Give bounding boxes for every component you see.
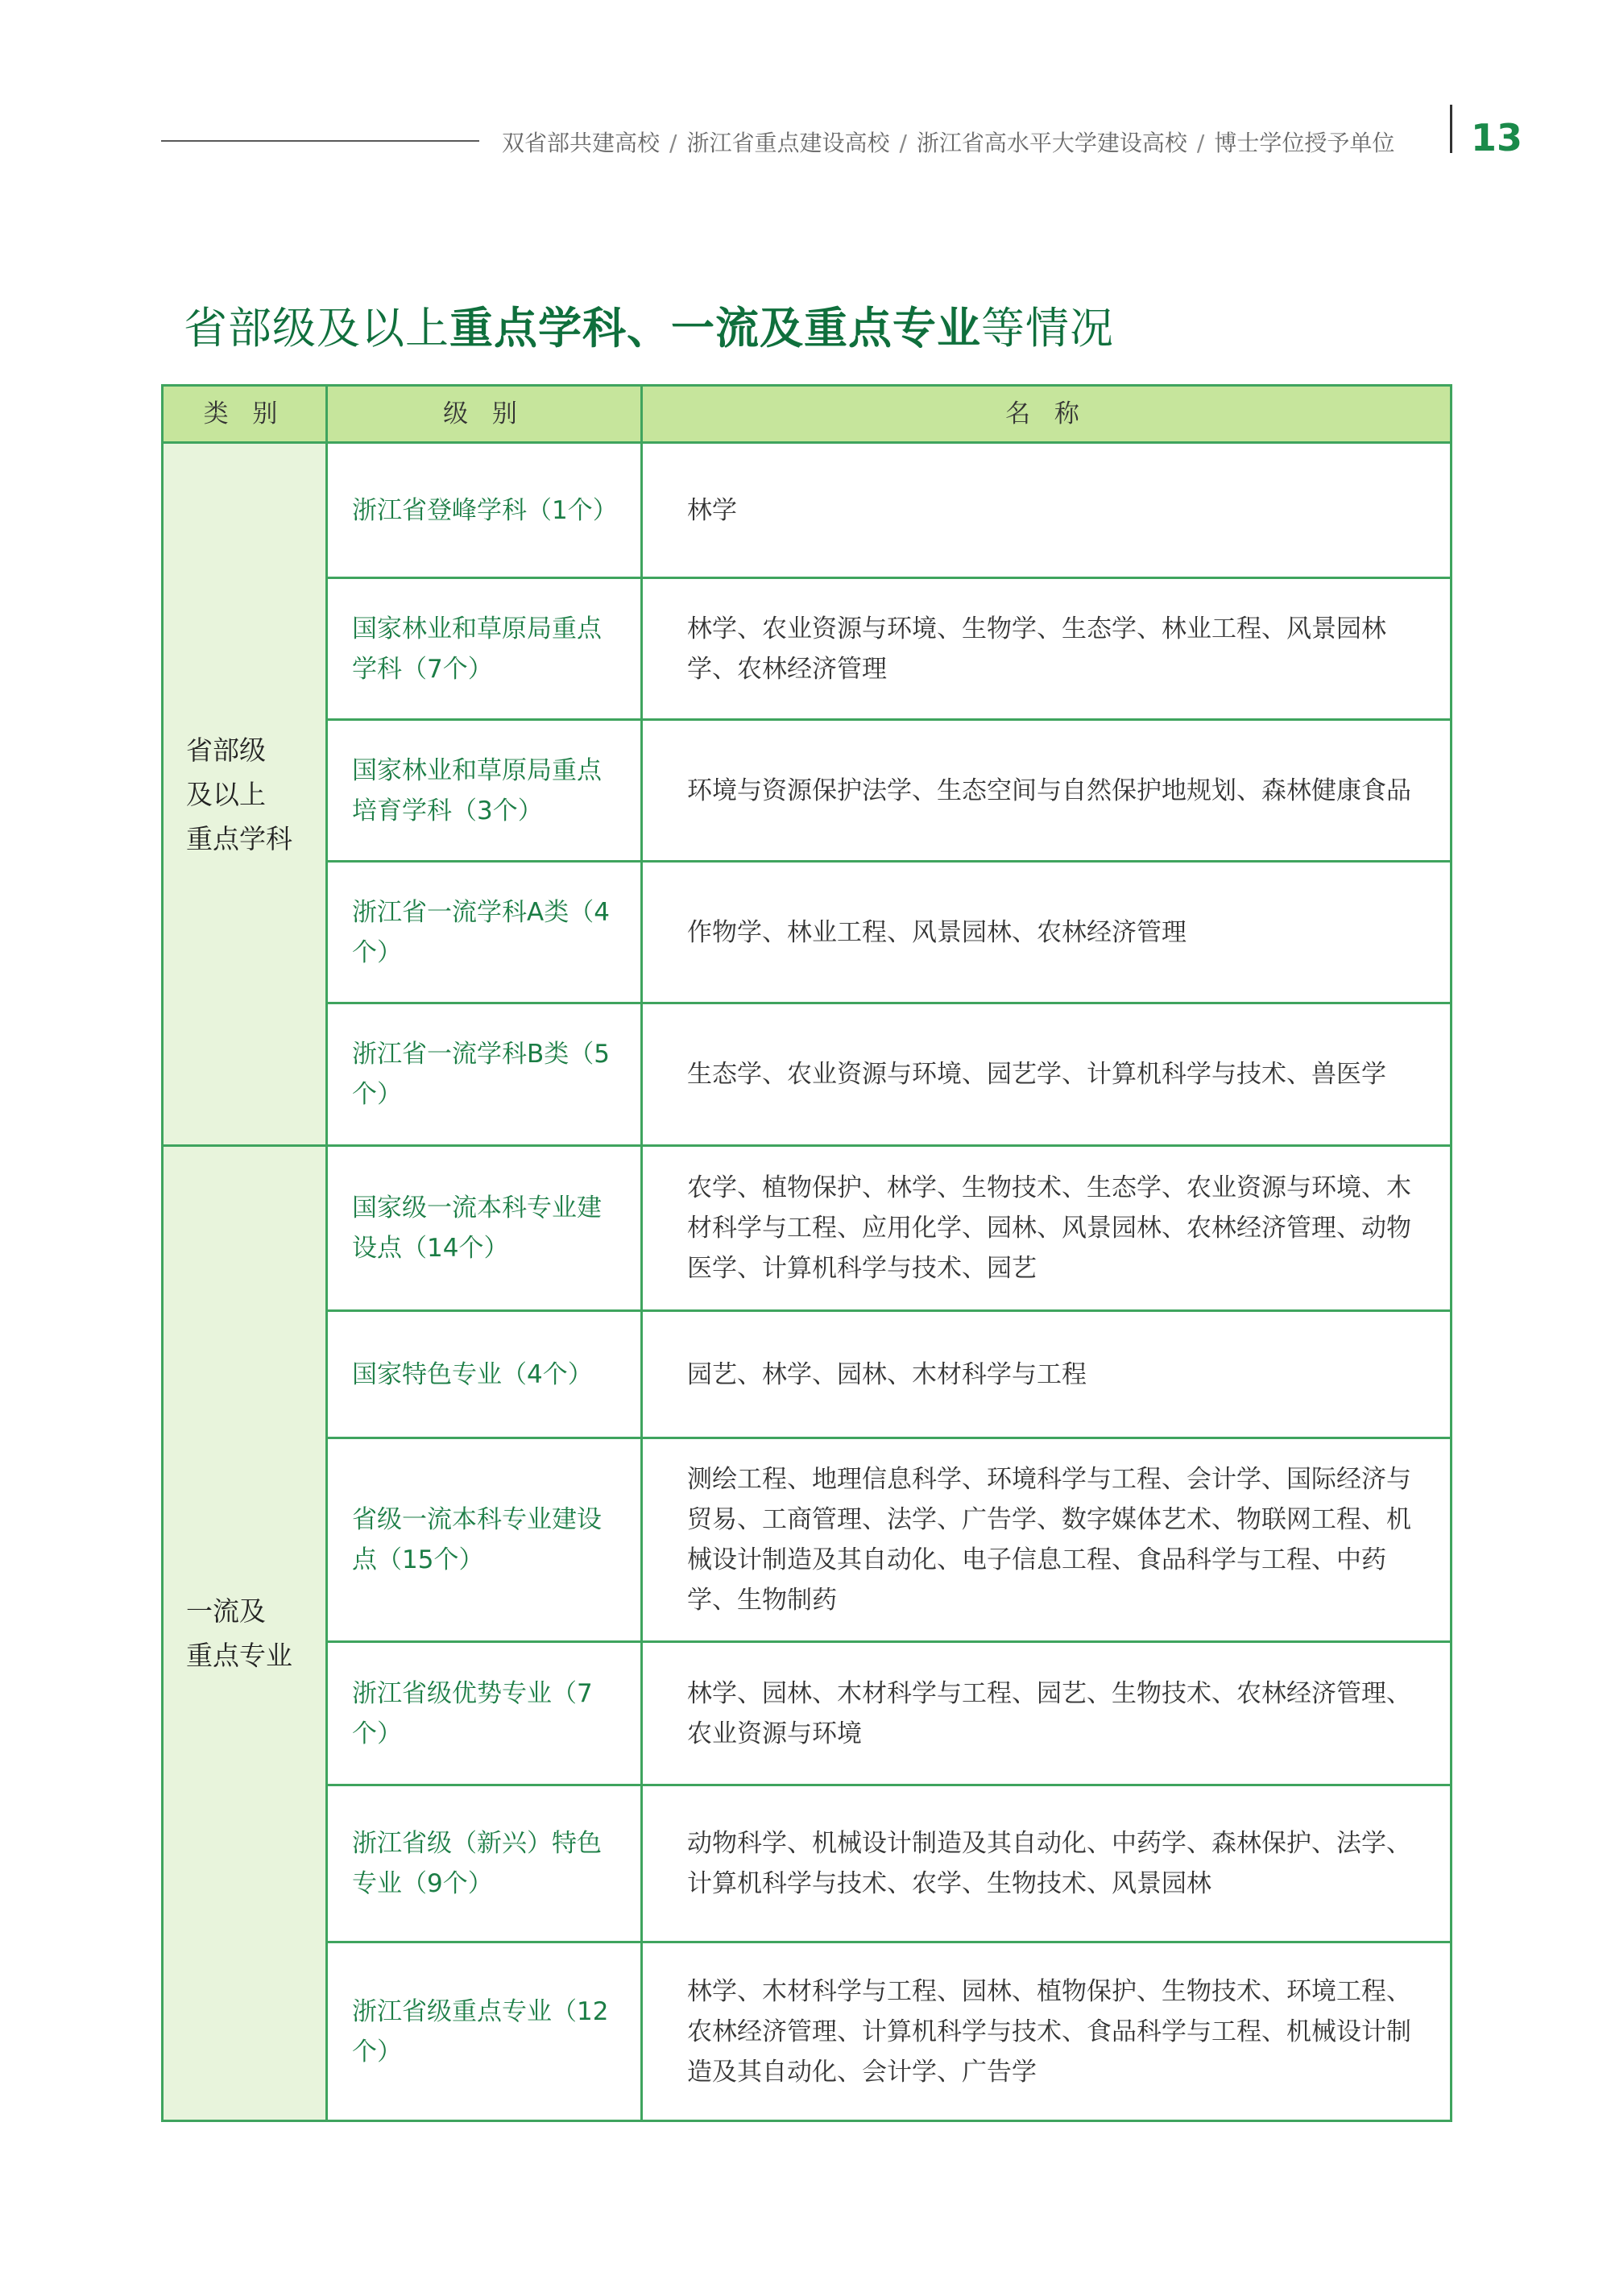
title-part-bold: 重点学科、一流及重点专业 [449,303,981,354]
title-part: 等情况 [981,303,1114,354]
table-row [163,1942,1452,2121]
names-cell: 林学、园林、木材科学与工程、园艺、生物技术、农林经济管理、农业资源与环境 [642,1642,1452,1785]
level-cell: 国家特色专业（4个） [327,1311,642,1438]
header-names: 名 称 [642,386,1452,443]
level-cell: 浙江省级重点专业（12个） [327,1942,642,2121]
header-category: 类 别 [163,386,327,443]
header-tag: 双省部共建高校 [502,130,661,156]
level-cell: 国家林业和草原局重点学科（7个） [327,578,642,720]
names-cell: 林学、农业资源与环境、生物学、生态学、林业工程、风景园林学、农林经济管理 [642,578,1452,720]
header-tags [502,126,1394,158]
names-cell: 林学、木材科学与工程、园林、植物保护、生物技术、环境工程、农林经济管理、计算机科学与技术、食品科学与工程、机械设计制造及其自动化、会计学、广告学 [642,1942,1452,2121]
level-cell: 浙江省级（新兴）特色专业（9个） [327,1785,642,1942]
level-cell: 浙江省一流学科A类（4个） [327,862,642,1003]
level-cell: 浙江省一流学科B类（5个） [327,1003,642,1146]
category-cell [163,1146,327,2121]
table-row [163,1311,1452,1438]
names-cell: 生态学、农业资源与环境、园艺学、计算机科学与技术、兽医学 [642,1003,1452,1146]
table-row [163,720,1452,862]
table-row [163,1146,1452,1311]
page-title [184,294,1114,356]
names-cell: 测绘工程、地理信息科学、环境科学与工程、会计学、国际经济与贸易、工商管理、法学、广告学、数字媒体艺术、物联网工程、机械设计制造及其自动化、电子信息工程、食品科学与工程、中药学、生物制药 [642,1438,1452,1642]
level-cell: 浙江省登峰学科（1个） [327,443,642,578]
names-cell: 动物科学、机械设计制造及其自动化、中药学、森林保护、法学、计算机科学与技术、农学、生物技术、风景园林 [642,1785,1452,1942]
level-cell: 国家级一流本科专业建设点（14个） [327,1146,642,1311]
table-header-row [163,386,1452,443]
header-divider [1450,105,1452,153]
header-separator: / [899,130,907,156]
level-cell: 浙江省级优势专业（7个） [327,1642,642,1785]
table-row [163,862,1452,1003]
page-number: 13 [1471,116,1523,159]
names-cell: 园艺、林学、园林、木材科学与工程 [642,1311,1452,1438]
names-cell: 林学 [642,443,1452,578]
level-cell: 省级一流本科专业建设点（15个） [327,1438,642,1642]
header-tag: 博士学位授予单位 [1214,130,1395,156]
table-row [163,1438,1452,1642]
names-cell: 环境与资源保护法学、生态空间与自然保护地规划、森林健康食品 [642,720,1452,862]
header-separator: / [1196,130,1205,156]
header-level: 级 别 [327,386,642,443]
category-label: 省部级 及以上 重点学科 [186,734,292,854]
category-label: 一流及 重点专业 [186,1595,292,1671]
header-tag: 浙江省重点建设高校 [686,130,890,156]
table-row [163,1642,1452,1785]
header-rule [161,140,479,142]
table-row [163,578,1452,720]
table-row [163,1003,1452,1146]
disciplines-table [161,384,1452,2122]
names-cell: 作物学、林业工程、风景园林、农林经济管理 [642,862,1452,1003]
table-row [163,1785,1452,1942]
table-row [163,443,1452,578]
header-tag: 浙江省高水平大学建设高校 [916,130,1187,156]
category-cell [163,443,327,1146]
header-separator: / [669,130,677,156]
names-cell: 农学、植物保护、林学、生物技术、生态学、农业资源与环境、木材科学与工程、应用化学、园林、风景园林、农林经济管理、动物医学、计算机科学与技术、园艺 [642,1146,1452,1311]
title-part: 省部级及以上 [184,303,449,354]
level-cell: 国家林业和草原局重点培育学科（3个） [327,720,642,862]
